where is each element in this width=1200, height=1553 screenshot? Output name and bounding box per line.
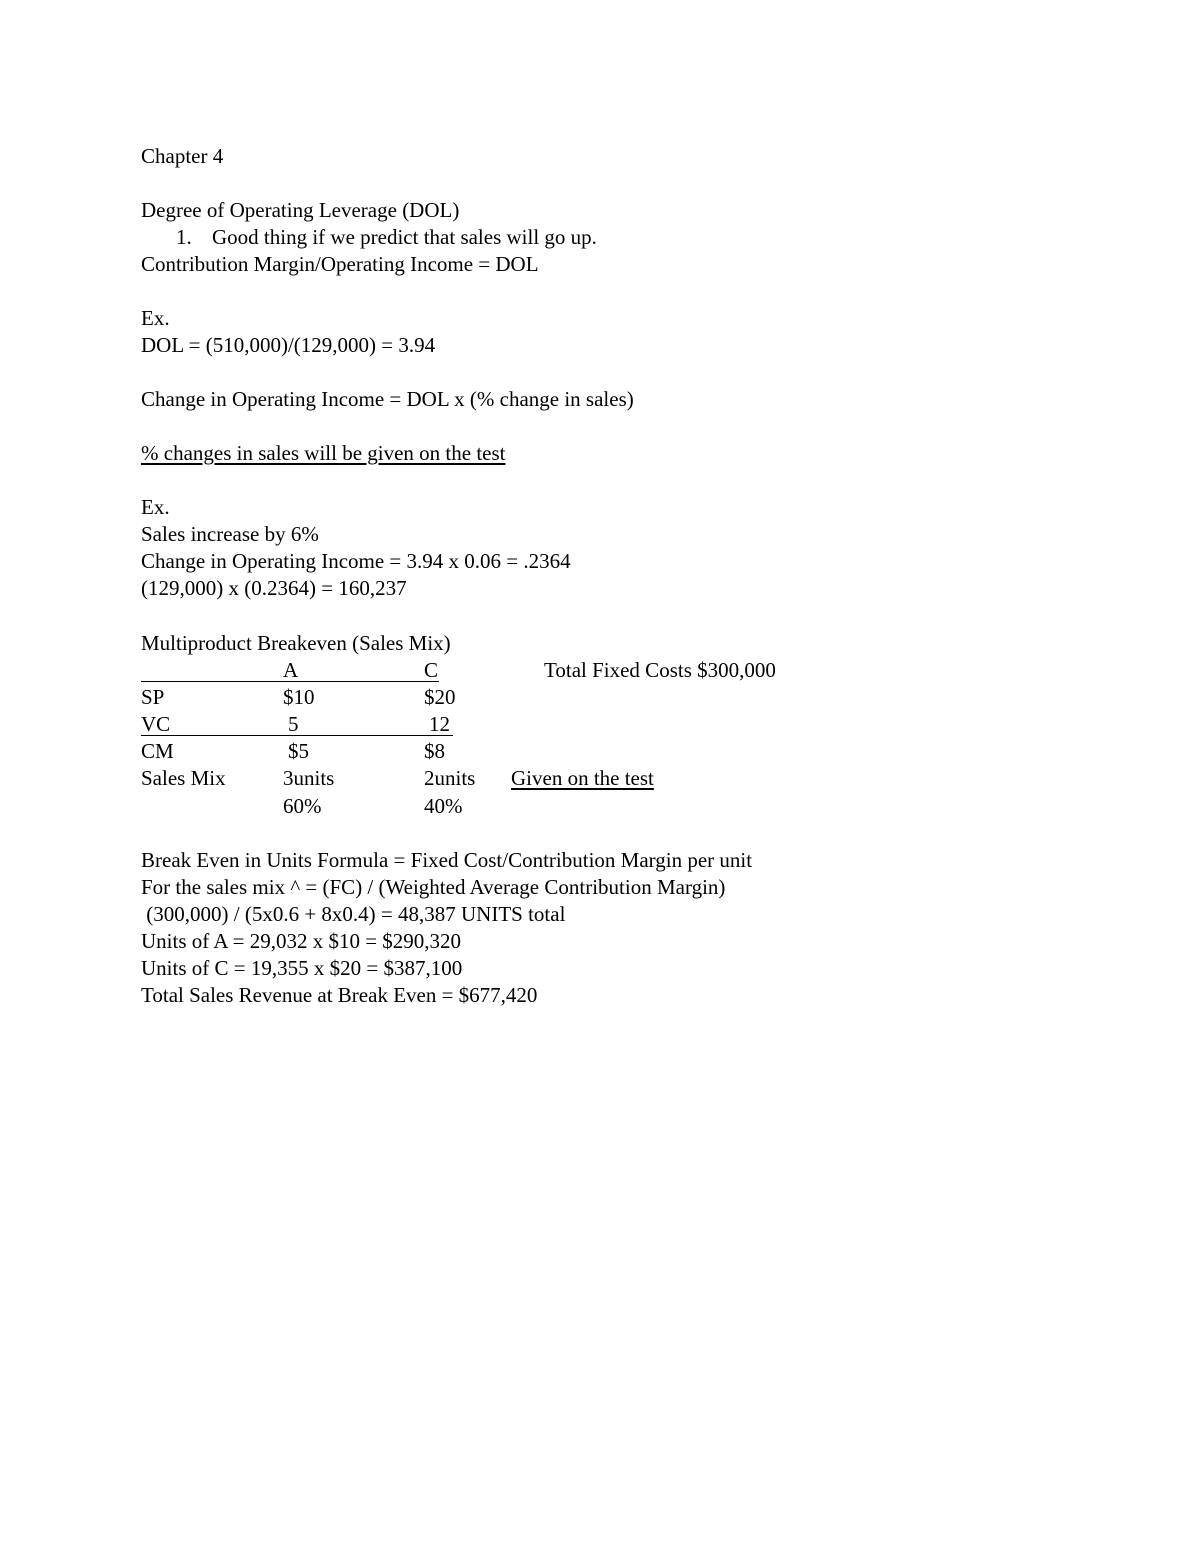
list-item-text: Good thing if we predict that sales will go up. [212, 225, 597, 249]
cell-a: 5 [288, 712, 299, 736]
cell-a: 60% [283, 794, 322, 818]
breakeven-line: Units of A = 29,032 x $10 = $290,320 [141, 929, 462, 953]
chapter-title: Chapter 4 [141, 144, 224, 168]
fixed-costs-note: Total Fixed Costs $300,000 [544, 658, 776, 682]
given-note: Given on the test [511, 766, 654, 790]
row-label: VC [141, 712, 171, 736]
cell-c: 40% [424, 794, 463, 818]
row-label: CM [141, 739, 174, 763]
row-label: SP [141, 685, 165, 709]
example-label: Ex. [141, 495, 170, 519]
cell-c: $8 [424, 739, 445, 763]
cell-a: $10 [283, 685, 315, 709]
breakeven-line: Total Sales Revenue at Break Even = $677,420 [141, 983, 538, 1007]
breakeven-line: Break Even in Units Formula = Fixed Cost/Contribution Margin per unit [141, 848, 753, 872]
example-line: (129,000) x (0.2364) = 160,237 [141, 576, 407, 600]
column-header-c: C [424, 658, 439, 682]
column-header-a: A [283, 658, 299, 682]
cell-c: 2units [424, 766, 476, 790]
header-underline [141, 681, 439, 682]
cell-a: 3units [283, 766, 335, 790]
cell-c: $20 [424, 685, 456, 709]
breakeven-line: Units of C = 19,355 x $20 = $387,100 [141, 956, 463, 980]
change-formula: Change in Operating Income = DOL x (% change in sales) [141, 387, 634, 411]
row-label: Sales Mix [141, 766, 226, 790]
cell-a: $5 [288, 739, 309, 763]
example-line: Change in Operating Income = 3.94 x 0.06 = .2364 [141, 549, 571, 573]
dol-calculation: DOL = (510,000)/(129,000) = 3.94 [141, 333, 436, 357]
vc-underline [141, 735, 453, 736]
test-note: % changes in sales will be given on the test [141, 441, 506, 465]
breakeven-line: For the sales mix ^ = (FC) / (Weighted Average Contribution Margin) [141, 875, 726, 899]
breakeven-line: (300,000) / (5x0.6 + 8x0.4) = 48,387 UNITS total [141, 902, 566, 926]
example-line: Sales increase by 6% [141, 522, 319, 546]
dol-formula: Contribution Margin/Operating Income = DOL [141, 252, 539, 276]
cell-c: 12 [429, 712, 450, 736]
list-item-number: 1. [176, 225, 192, 249]
dol-heading: Degree of Operating Leverage (DOL) [141, 198, 460, 222]
example-label: Ex. [141, 306, 170, 330]
multiproduct-heading: Multiproduct Breakeven (Sales Mix) [141, 631, 451, 655]
